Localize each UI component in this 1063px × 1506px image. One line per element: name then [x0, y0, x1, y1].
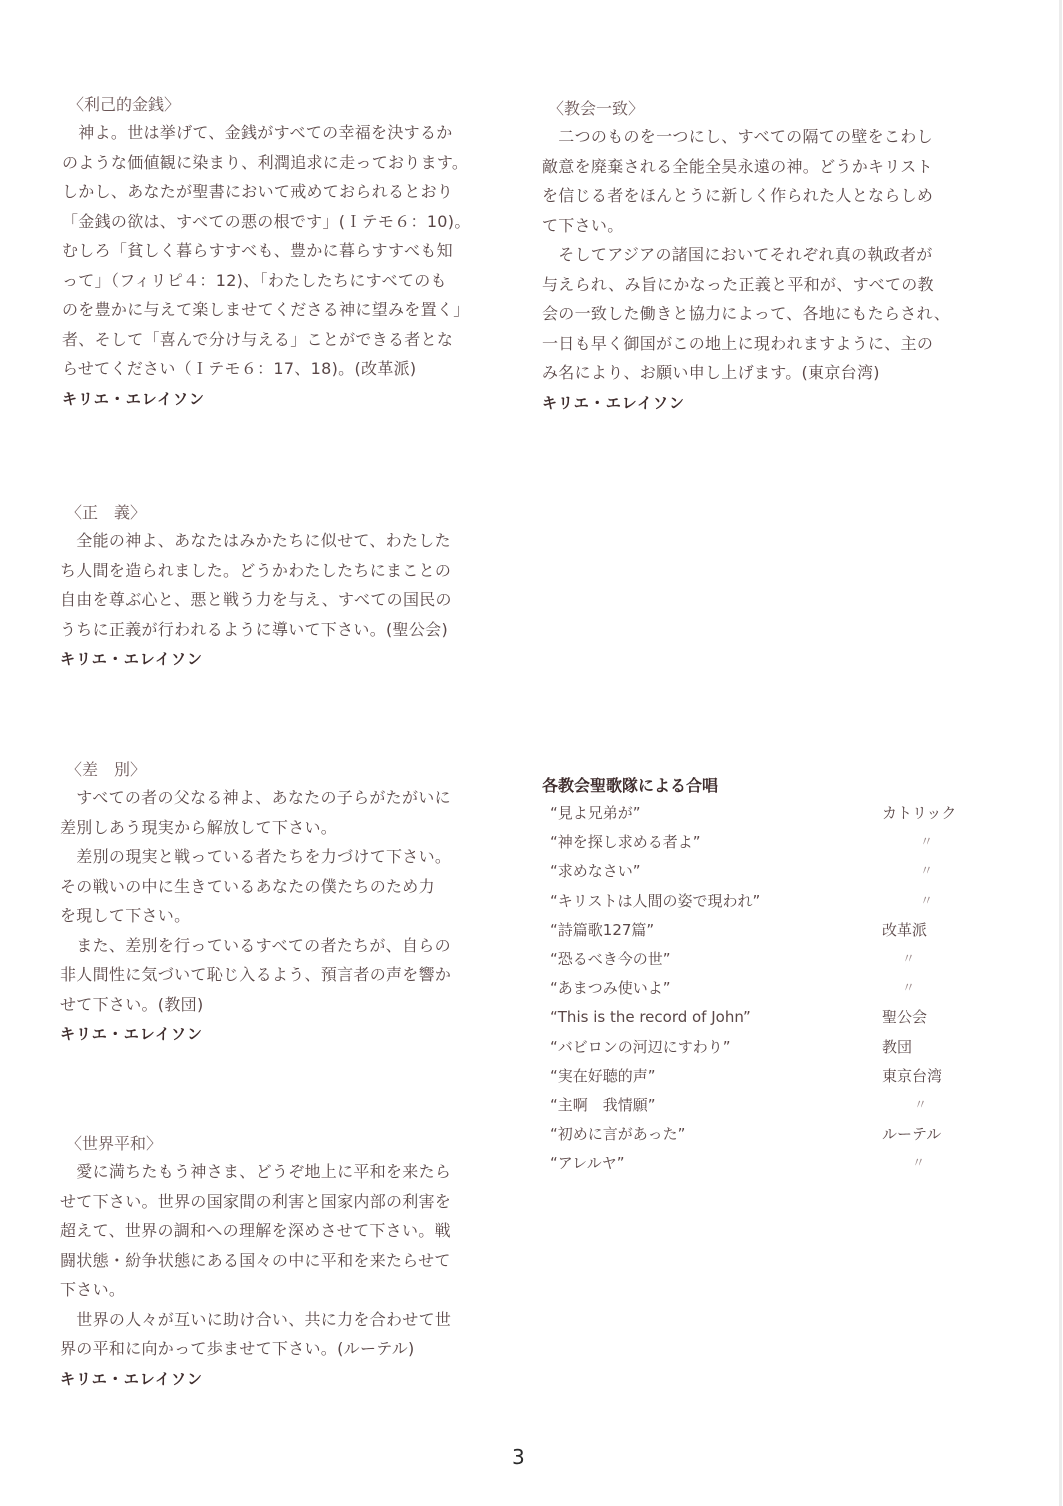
body-line: せて下さい。(教団)	[60, 994, 204, 1014]
section-body	[60, 783, 451, 1019]
body-line: 超えて、世界の調和への理解を深めさせて下さい。戦	[60, 1221, 451, 1240]
body-line: むしろ「貧しく暮らすすべも、豊かに暮らすすべも知	[62, 241, 453, 260]
section-body	[60, 526, 452, 644]
body-line: うちに正義が行われるように導いて下さい。(聖公会)	[60, 619, 448, 639]
kyrie-response: キリエ・エレイソン	[60, 650, 203, 668]
song-title: “初めに言があった”	[550, 1125, 686, 1144]
body-line: 全能の神よ、あなたはみかたちに似せて、わたした	[60, 531, 451, 550]
body-line: 差別しあう現実から解放して下さい。	[60, 817, 338, 837]
ditto-mark: 〃	[920, 893, 934, 909]
church-name: カトリック	[882, 804, 957, 822]
song-title: “神を探し求める者よ”	[550, 833, 701, 852]
body-line: その戦いの中に生きているあなたの僕たちのため力	[60, 876, 435, 896]
body-line: らせてください（Ｉテモ６：17、18)。(改革派)	[62, 359, 417, 378]
body-line: ち人間を造られました。どうかわたしたちにまことの	[60, 560, 452, 580]
section-body	[60, 1157, 451, 1364]
choir-row	[542, 799, 1012, 828]
song-title: “見よ兄弟が”	[550, 804, 641, 822]
body-line: のを豊かに与えて楽しませてくださる神に望みを置く」	[62, 300, 470, 319]
song-title: “詩篇歌127篇”	[550, 920, 655, 939]
kyrie-response: キリエ・エレイソン	[60, 1369, 203, 1388]
body-line: を信じる者をほんとうに新しく作られた人とならしめ	[542, 186, 934, 205]
body-line: 闘状態・紛争状態にある国々の中に平和を来たらせて	[60, 1250, 451, 1270]
section-body	[542, 122, 950, 388]
choir-row	[542, 1033, 1012, 1062]
body-line: 与えられ、み旨にかなった正義と平和が、すべての教	[542, 274, 934, 294]
section-heading: 〈利己的金銭〉	[68, 95, 181, 114]
section-heading: 〈世界平和〉	[66, 1134, 163, 1153]
song-title: “主啊 我情願”	[550, 1095, 656, 1114]
ditto-mark: 〃	[920, 864, 934, 880]
body-line: せて下さい。世界の国家間の利害と国家内部の利害を	[60, 1191, 452, 1211]
choir-row	[542, 1149, 1012, 1178]
church-name: 聖公会	[882, 1008, 928, 1027]
choir-row	[542, 945, 1012, 974]
church-name: 改革派	[882, 920, 928, 939]
body-line: 差別の現実と戦っている者たちを力づけて下さい。	[60, 847, 452, 866]
choir-row	[542, 1120, 1012, 1149]
choir-row	[542, 1003, 1012, 1032]
choir-title: 各教会聖歌隊による合唱	[542, 776, 719, 795]
page-number: 3	[512, 1445, 525, 1469]
body-line: のような価値観に染まり、利潤追求に走っております。	[62, 152, 469, 172]
body-line: 敵意を廃棄される全能全昊永遠の神。どうかキリスト	[542, 156, 933, 176]
song-title: “求めなさい”	[550, 862, 641, 881]
body-line: 者、そして「喜んで分け与える」ことができる者とな	[62, 329, 454, 349]
kyrie-response: キリエ・エレイソン	[62, 389, 205, 408]
body-line: 非人間性に気づいて恥じ入るよう、預言者の声を響か	[60, 965, 452, 984]
body-line: を現して下さい。	[60, 906, 191, 925]
section-seigi	[60, 500, 452, 674]
choir-row	[542, 916, 1012, 945]
choir-row	[542, 1091, 1012, 1120]
body-line: て下さい。	[542, 215, 624, 235]
song-title: “This is the record of John”	[550, 1008, 751, 1027]
body-line: 自由を尊ぶ心と、悪と戦う力を与え、すべての国民の	[60, 590, 452, 609]
body-line: 神よ。世は挙げて、金銭がすべての幸福を決するか	[62, 123, 453, 142]
scan-edge-line	[1059, 0, 1062, 1506]
body-line: 一日も早く御国がこの地上に現われますように、主の	[542, 333, 934, 353]
body-line: 界の平和に向かって歩ませて下さい。(ルーテル)	[60, 1339, 415, 1358]
ditto-mark: 〃	[920, 835, 934, 851]
ditto-mark: 〃	[912, 1156, 926, 1172]
body-line: 世界の人々が互いに助け合い、共に力を合わせて世	[60, 1309, 452, 1329]
body-line: 二つのものを一つにし、すべての隔ての壁をこわし	[542, 127, 933, 146]
section-body	[62, 118, 471, 384]
body-line: って」（フィリピ４：12)、「わたしたちにすべてのも	[62, 270, 447, 290]
kyrie-response: キリエ・エレイソン	[542, 393, 685, 412]
body-line: 愛に満ちたもう神さま、どうぞ地上に平和を来たら	[60, 1162, 452, 1181]
choir-row	[542, 1062, 1012, 1091]
body-line: すべての者の父なる神よ、あなたの子らがたがいに	[60, 788, 451, 807]
song-title: “アレルヤ”	[550, 1154, 625, 1173]
section-sabetsu	[60, 757, 451, 1049]
body-line: 会の一致した働きと協力によって、各地にもたらされ、	[542, 304, 951, 323]
kyrie-response: キリエ・エレイソン	[60, 1025, 203, 1043]
section-heading: 〈教会一致〉	[548, 99, 645, 118]
choir-row	[542, 887, 1012, 916]
body-line: 「金銭の欲は、すべての悪の根です」(Ｉテモ６：10)。	[62, 211, 471, 231]
ditto-mark: 〃	[902, 951, 916, 967]
church-name: 教団	[882, 1037, 913, 1056]
choir-list	[542, 799, 1012, 1178]
choir-row	[542, 974, 1012, 1003]
choir-row	[542, 857, 1012, 886]
section-heading: 〈差 別〉	[66, 760, 147, 779]
section-heading: 〈正 義〉	[66, 503, 147, 522]
choir-row	[542, 828, 1012, 857]
ditto-mark: 〃	[914, 1097, 928, 1113]
body-line: しかし、あなたが聖書において戒めておられるとおり	[62, 182, 454, 201]
ditto-mark: 〃	[902, 981, 916, 997]
song-title: “あまつみ使いよ”	[550, 979, 671, 998]
section-heiwa	[60, 1131, 451, 1394]
church-name: 東京台湾	[882, 1066, 943, 1085]
section-riko	[62, 92, 471, 414]
song-title: “キリストは人間の姿で現われ”	[550, 891, 761, 910]
body-line: 下さい。	[60, 1280, 126, 1299]
body-line: また、差別を行っているすべての者たちが、自らの	[60, 935, 451, 955]
song-title: “実在好聴的声”	[550, 1066, 656, 1085]
section-kyokai	[542, 96, 950, 418]
church-name: ルーテル	[882, 1125, 942, 1144]
body-line: み名により、お願い申し上げます。(東京台湾)	[542, 363, 880, 382]
body-line: そしてアジアの諸国においてそれぞれ真の執政者が	[542, 245, 933, 264]
song-title: “バビロンの河辺にすわり”	[550, 1037, 731, 1056]
choir-section	[542, 773, 1012, 1178]
song-title: “恐るべき今の世”	[550, 949, 671, 968]
